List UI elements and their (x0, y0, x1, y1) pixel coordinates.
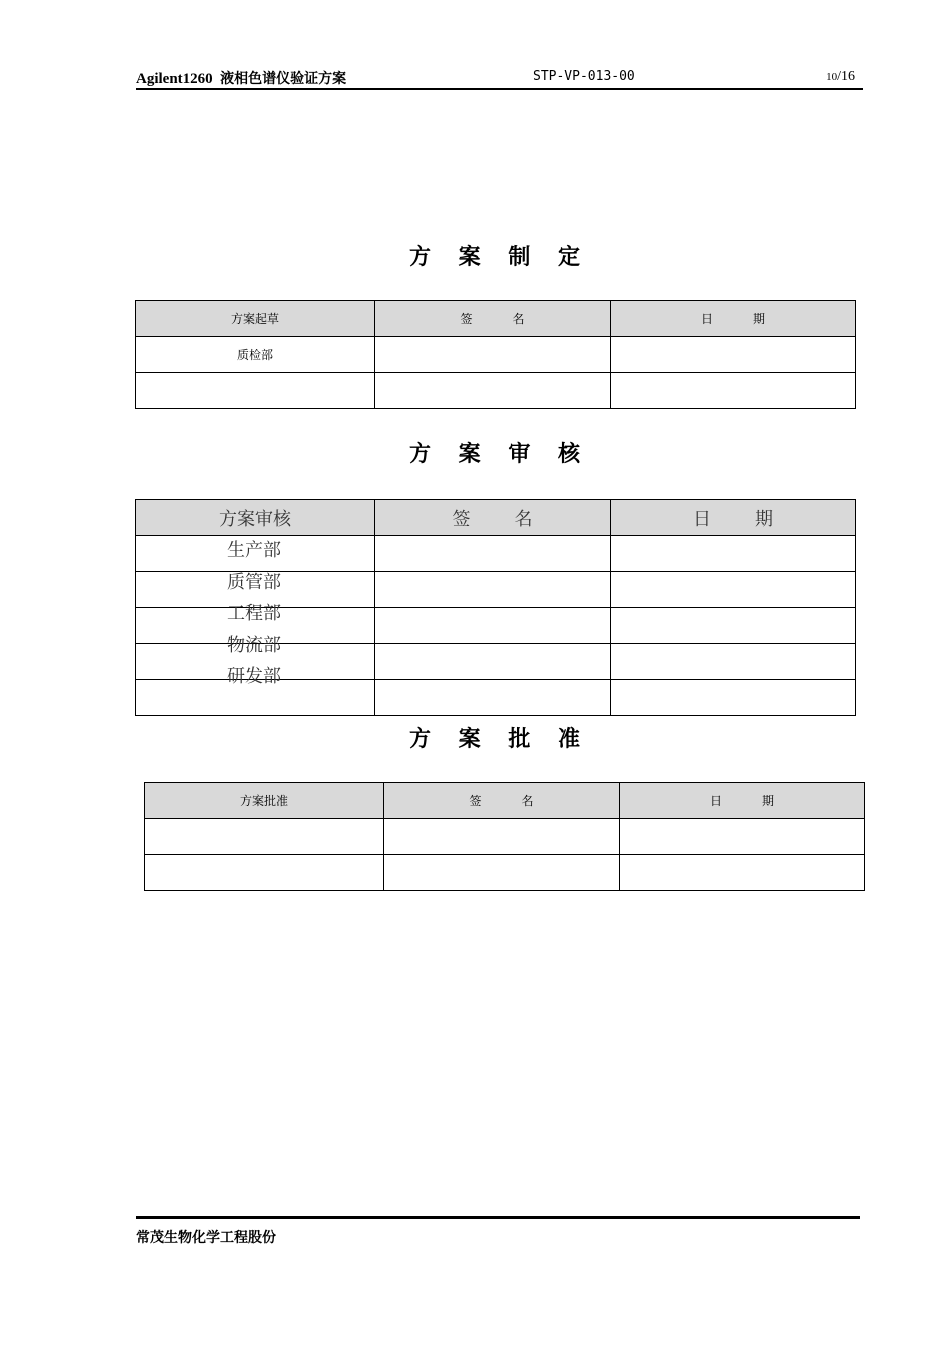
approval-col-signature-a: 签 (469, 794, 482, 808)
approval-col-date (620, 783, 865, 819)
drafting-table (135, 300, 856, 409)
signature-cell[interactable] (375, 644, 611, 680)
approval-role-cell (145, 819, 384, 855)
approval-table (144, 782, 865, 891)
date-cell[interactable] (611, 644, 856, 680)
review-table (135, 499, 856, 716)
drafting-col-role: 方案起草 (136, 301, 375, 337)
approval-col-date-a: 日 (709, 794, 722, 808)
approval-col-role: 方案批准 (145, 783, 384, 819)
signature-cell[interactable] (375, 608, 611, 644)
page-total: /16 (837, 69, 855, 84)
review-dept-cell (136, 608, 375, 644)
drafting-col-signature-b: 名 (512, 312, 525, 326)
approval-section-title: 方 案 批 准 (409, 727, 590, 752)
review-dept-cell (136, 536, 375, 572)
drafting-dept-cell (136, 373, 375, 409)
date-cell[interactable] (611, 572, 856, 608)
date-cell[interactable] (611, 680, 856, 716)
page-number (826, 69, 855, 85)
table-row (136, 608, 856, 644)
review-col-signature-a: 签 (452, 508, 471, 530)
company-name: 常茂生物化学工程股份 (136, 1230, 276, 1246)
signature-cell[interactable] (375, 680, 611, 716)
review-col-date-b: 期 (755, 508, 773, 530)
document-title-cjk: 液相色谱仪验证方案 (220, 71, 347, 87)
drafting-dept-cell: 质检部 (136, 337, 375, 373)
approval-table-header (145, 783, 865, 819)
review-dept-rnd: 研发部 (227, 666, 281, 687)
document-title (136, 68, 346, 88)
approval-col-signature (384, 783, 620, 819)
table-row (136, 536, 856, 572)
page-current: 10 (826, 71, 838, 83)
signature-cell[interactable] (375, 572, 611, 608)
review-col-date-a: 日 (693, 508, 711, 530)
table-row (136, 373, 856, 409)
drafting-table-header (136, 301, 856, 337)
review-dept-quality: 质管部 (227, 571, 281, 593)
review-dept-logistics: 物流部 (227, 634, 281, 656)
approval-role-cell (145, 855, 384, 891)
drafting-col-date-a: 日 (700, 312, 713, 326)
drafting-col-date-b: 期 (753, 312, 766, 326)
date-cell[interactable] (620, 855, 865, 891)
date-cell[interactable] (620, 819, 865, 855)
date-cell[interactable] (611, 373, 856, 409)
review-table-header (136, 500, 856, 536)
table-row (136, 337, 856, 373)
review-dept-production: 生产部 (227, 540, 281, 561)
review-section-title: 方 案 审 核 (409, 442, 590, 467)
review-col-date (611, 500, 856, 536)
review-col-signature (375, 500, 611, 536)
review-dept-cell (136, 572, 375, 608)
drafting-col-signature-a: 签 (460, 312, 473, 326)
signature-cell[interactable] (384, 855, 620, 891)
approval-col-date-b: 期 (762, 794, 775, 808)
table-row (145, 855, 865, 891)
signature-cell[interactable] (375, 536, 611, 572)
drafting-col-date (611, 301, 856, 337)
date-cell[interactable] (611, 536, 856, 572)
date-cell[interactable] (611, 337, 856, 373)
document-code: STP-VP-013-00 (533, 69, 635, 84)
approval-col-signature-b: 名 (521, 794, 534, 808)
date-cell[interactable] (611, 608, 856, 644)
table-row (136, 572, 856, 608)
table-row (145, 819, 865, 855)
signature-cell[interactable] (375, 373, 611, 409)
drafting-section-title: 方 案 制 定 (409, 245, 590, 270)
signature-cell[interactable] (384, 819, 620, 855)
table-row (136, 644, 856, 680)
page-header (136, 68, 863, 90)
review-dept-cell (136, 680, 375, 716)
document-title-latin: Agilent1260 (136, 71, 213, 87)
drafting-col-signature (375, 301, 611, 337)
page-footer (136, 1216, 860, 1246)
review-dept-engineering: 工程部 (227, 603, 281, 624)
signature-cell[interactable] (375, 337, 611, 373)
review-dept-cell (136, 644, 375, 680)
review-col-signature-b: 名 (514, 508, 533, 530)
table-row (136, 680, 856, 716)
review-col-role: 方案审核 (136, 500, 375, 536)
